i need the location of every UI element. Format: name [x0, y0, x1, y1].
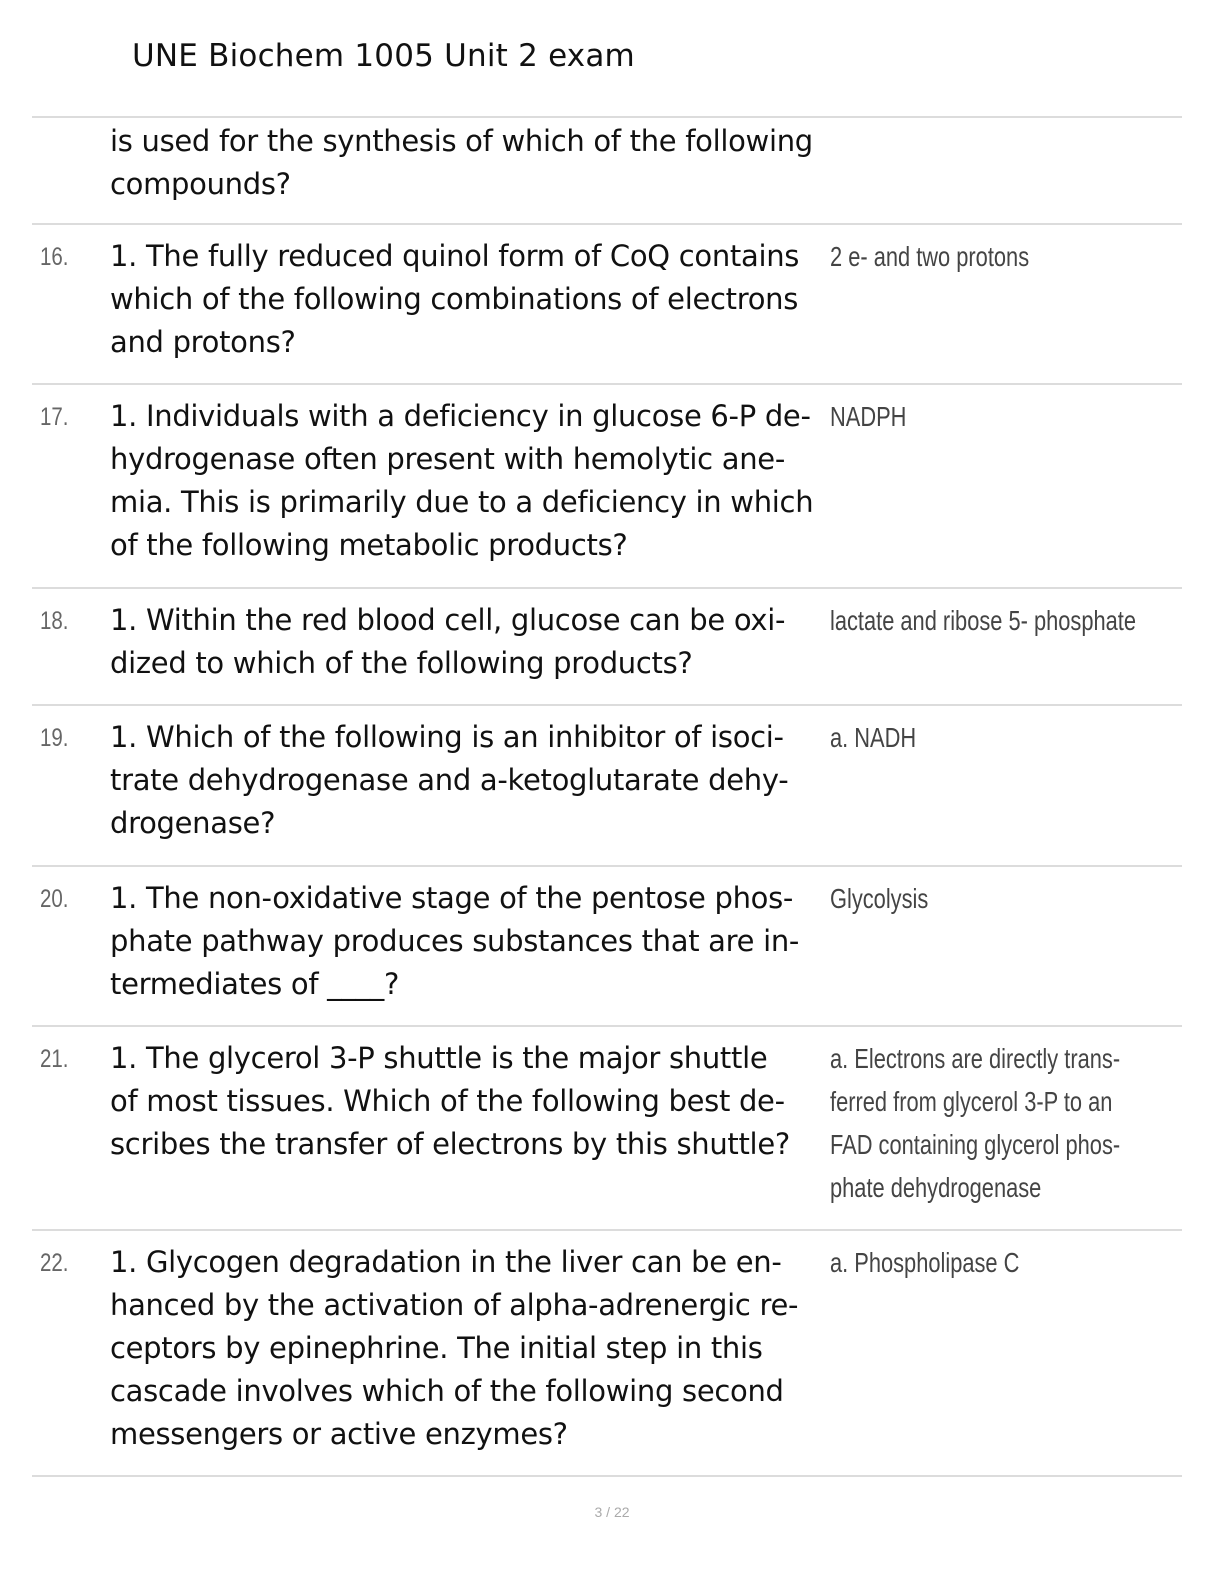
- row-number: 20.: [40, 885, 69, 913]
- table-row: [32, 706, 1182, 867]
- table-row: [32, 1027, 1182, 1231]
- row-number: 16.: [40, 243, 69, 271]
- table-row: [32, 1231, 1182, 1477]
- table-row: [32, 385, 1182, 589]
- row-number: 17.: [40, 403, 69, 431]
- question-text: is used for the synthesis of which of the following compounds?: [110, 124, 813, 201]
- table-row: [32, 118, 1182, 225]
- table-row: [32, 589, 1182, 706]
- document-title: UNE Biochem 1005 Unit 2 exam: [132, 38, 635, 74]
- table-row: [32, 225, 1182, 385]
- row-number: 22.: [40, 1249, 69, 1277]
- answer-text: lactate and ribose 5- phosphate: [830, 605, 1136, 636]
- answer-text: 2 e- and two protons: [830, 241, 1030, 272]
- question-text: 1. The glycerol 3-P shuttle is the major shuttle of most tissues. Which of the following best de- scribes the transfer of electrons by this shuttle?: [110, 1041, 790, 1161]
- answer-text: Glycolysis: [830, 883, 929, 914]
- answer-text: a. Electrons are directly trans- ferred from glycerol 3-P to an FAD containing glycerol phos- phate dehydrogenase: [830, 1043, 1121, 1203]
- question-text: 1. Within the red blood cell, glucose can be oxi- dized to which of the following products?: [110, 603, 786, 680]
- question-text: 1. The fully reduced quinol form of CoQ contains which of the following combinations of electrons and protons?: [110, 239, 800, 359]
- answer-text: a. NADH: [830, 722, 917, 753]
- qa-table: [32, 116, 1182, 1477]
- answer-text: NADPH: [830, 401, 907, 432]
- row-number: 21.: [40, 1045, 69, 1073]
- page-number: 3 / 22: [594, 1504, 630, 1520]
- question-text: 1. The non-oxidative stage of the pentose phos- phate pathway produces substances that are in- termediates of ____?: [110, 881, 800, 1001]
- question-text: 1. Individuals with a deficiency in glucose 6-P de- hydrogenase often present with hemolytic ane- mia. This is primarily due to a deficiency in which of the following metabolic products?: [110, 399, 814, 562]
- table-row: [32, 867, 1182, 1027]
- answer-text: a. Phospholipase C: [830, 1247, 1020, 1278]
- question-text: 1. Glycogen degradation in the liver can be en- hanced by the activation of alpha-adrenergic re- ceptors by epinephrine. The initial step in this cascade involves which of the following second messengers or active enzymes?: [110, 1245, 799, 1451]
- question-text: 1. Which of the following is an inhibitor of isoci- trate dehydrogenase and a-ketoglutarate dehy- drogenase?: [110, 720, 789, 840]
- row-number: 18.: [40, 607, 69, 635]
- row-number: 19.: [40, 724, 69, 752]
